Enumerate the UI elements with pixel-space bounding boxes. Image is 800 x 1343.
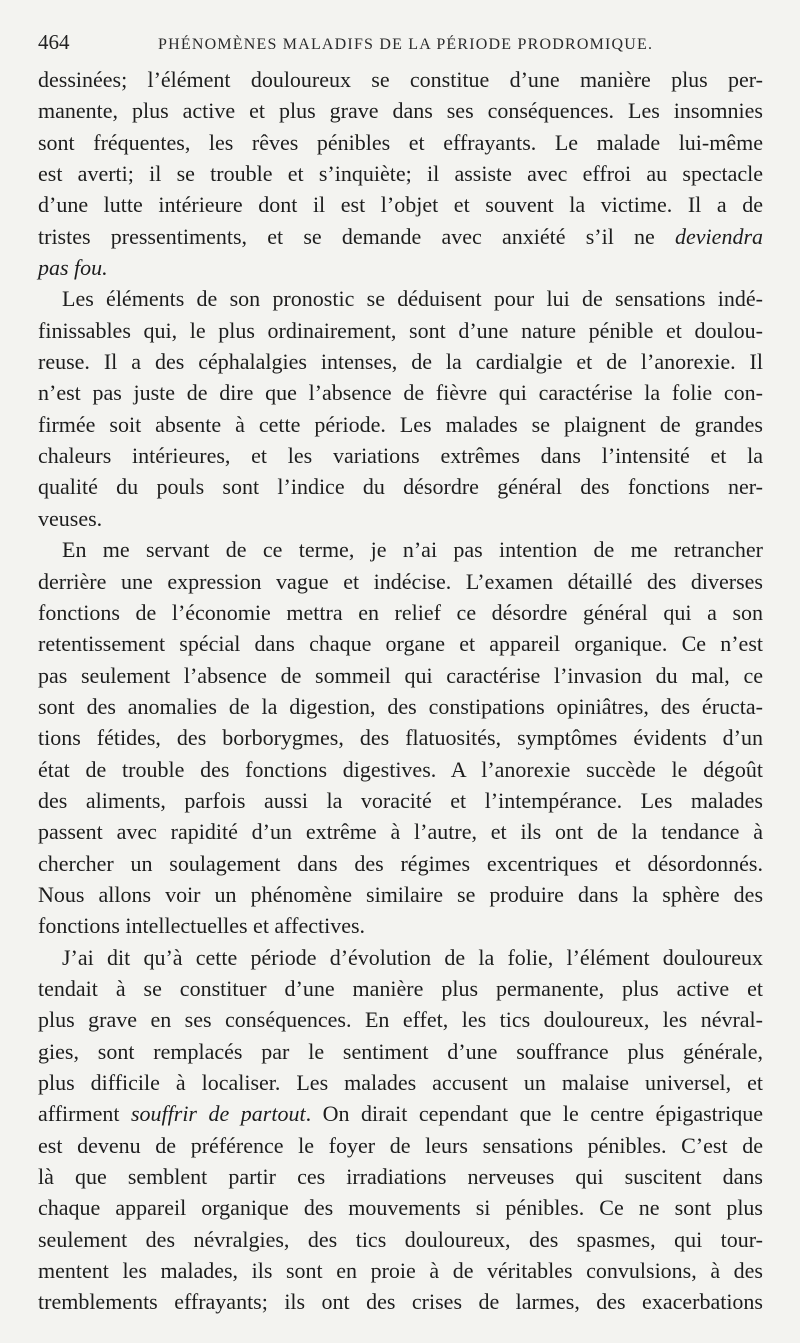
text-line [38, 127, 763, 158]
italic-text: pas fou. [38, 255, 108, 281]
paragraph [38, 64, 763, 283]
text-line [38, 221, 763, 252]
paragraph [38, 942, 763, 1318]
line-text: mentent les malades, ils sont en proie à de véritables convulsions, à des [38, 1258, 763, 1284]
text-line [38, 1224, 763, 1255]
text-line [38, 158, 763, 189]
text-line [38, 691, 763, 722]
line-text: là que semblent partir ces irradiations nerveuses qui suscitent dans [38, 1164, 763, 1190]
text-line [38, 722, 763, 753]
line-text: tremblements effrayants; ils ont des crises de larmes, des exacerbations [38, 1289, 763, 1315]
line-text: chercher un soulagement dans des régimes excentriques et désordonnés. [38, 850, 763, 876]
text-line [38, 64, 763, 95]
text-line [38, 660, 763, 691]
text-line [38, 597, 763, 628]
text-line [38, 973, 763, 1004]
line-text: plus grave en ses conséquences. En effet, les tics douloureux, les névral- [38, 1007, 763, 1033]
line-text: seulement des névralgies, des tics douloureux, des spasmes, qui tour- [38, 1226, 763, 1252]
italic-text: souffrir de partout [130, 1101, 306, 1127]
text-line [38, 816, 763, 847]
line-text: sont des anomalies de la digestion, des constipations opiniâtres, des éructa- [38, 693, 763, 719]
text-line [38, 1098, 763, 1129]
line-text: tendait à se constituer d’une manière plus permanente, plus active et [38, 975, 763, 1001]
text-line [38, 252, 763, 283]
line-text: qualité du pouls sont l’indice du désordre général des fonctions ner- [38, 474, 763, 500]
text-line [38, 754, 763, 785]
line-text: est devenu de préférence le foyer de leurs sensations pénibles. C’est de [38, 1132, 763, 1158]
line-text: J’ai dit qu’à cette période d’évolution de la folie, l’élément douloureux [62, 944, 763, 970]
line-text: fonctions intellectuelles et affectives. [38, 913, 366, 939]
text-line [38, 1036, 763, 1067]
text-line [38, 471, 763, 502]
line-text: affirment [38, 1101, 131, 1127]
text-line [38, 785, 763, 816]
line-text: reuse. Il a des céphalalgies intenses, de la cardialgie et de l’anorexie. Il [38, 349, 763, 375]
text-line [38, 409, 763, 440]
line-text: état de trouble des fonctions digestives. A l’anorexie succède le dégoût [38, 756, 763, 782]
line-text: dessinées; l’élément douloureux se constitue d’une manière plus per- [38, 67, 763, 92]
line-text: gies, sont remplacés par le sentiment d’une souffrance plus générale, [38, 1038, 763, 1064]
line-text: tristes pressentiments, et se demande avec anxiété s’il ne [38, 223, 676, 249]
text-line [38, 503, 763, 534]
text-line [38, 315, 763, 346]
line-text: fonctions de l’économie mettra en relief ce désordre général qui a son [38, 599, 763, 625]
line-text: chaleurs intérieures, et les variations extrêmes dans l’intensité et la [38, 443, 763, 469]
line-text: tions fétides, des borborygmes, des flatuosités, symptômes évidents d’un [38, 725, 763, 751]
text-line [38, 1130, 763, 1161]
line-text: d’une lutte intérieure dont il est l’objet et souvent la victime. Il a de [38, 192, 763, 218]
body-text [38, 64, 763, 1318]
line-text: sont fréquentes, les rêves pénibles et effrayants. Le malade lui-même [38, 129, 763, 155]
text-line [38, 1161, 763, 1192]
text-line [38, 346, 763, 377]
text-line [38, 440, 763, 471]
running-title: PHÉNOMÈNES MALADIFS DE LA PÉRIODE PRODROMIQUE. [158, 36, 654, 53]
line-text: est averti; il se trouble et s’inquiète; il assiste avec effroi au spectacle [38, 161, 763, 187]
text-line [38, 95, 763, 126]
text-line [38, 534, 763, 565]
line-text: Les éléments de son pronostic se déduisent pour lui de sensations indé- [62, 286, 763, 312]
line-text: veuses. [38, 505, 103, 531]
text-line [38, 1286, 763, 1317]
line-text: Nous allons voir un phénomène similaire se produire dans la sphère des [38, 881, 763, 907]
text-line [38, 1067, 763, 1098]
text-line [38, 1192, 763, 1223]
line-text: passent avec rapidité d’un extrême à l’autre, et ils ont de la tendance à [38, 819, 763, 845]
italic-text: deviendra [675, 223, 763, 249]
text-line [38, 1255, 763, 1286]
line-text: pas seulement l’absence de sommeil qui caractérise l’invasion du mal, ce [38, 662, 763, 688]
line-text: . On dirait cependant que le centre épigastrique [305, 1101, 763, 1127]
text-line [38, 1004, 763, 1035]
line-text: chaque appareil organique des mouvements si pénibles. Ce ne sont plus [38, 1195, 763, 1221]
text-line [38, 879, 763, 910]
page-number: 464 [38, 30, 70, 54]
line-text: firmée soit absente à cette période. Les malades se plaignent de grandes [38, 411, 763, 437]
line-text: finissables qui, le plus ordinairement, sont d’une nature pénible et doulou- [38, 317, 763, 343]
text-line [38, 942, 763, 973]
line-text: manente, plus active et plus grave dans ses conséquences. Les insomnies [38, 98, 763, 124]
text-line [38, 283, 763, 314]
text-line [38, 848, 763, 879]
text-line [38, 628, 763, 659]
paragraph [38, 283, 763, 534]
text-line [38, 377, 763, 408]
page-header [38, 30, 762, 60]
line-text: retentissement spécial dans chaque organe et appareil organique. Ce n’est [38, 631, 763, 657]
line-text: des aliments, parfois aussi la voracité et l’intempérance. Les malades [38, 787, 763, 813]
text-line [38, 910, 763, 941]
line-text: En me servant de ce terme, je n’ai pas intention de me retrancher [62, 537, 763, 563]
text-line [38, 189, 763, 220]
line-text: n’est pas juste de dire que l’absence de fièvre qui caractérise la folie con- [38, 380, 763, 406]
paragraph [38, 534, 763, 941]
line-text: plus difficile à localiser. Les malades accusent un malaise universel, et [38, 1070, 763, 1095]
line-text: derrière une expression vague et indécise. L’examen détaillé des diverses [38, 568, 763, 594]
text-line [38, 566, 763, 597]
